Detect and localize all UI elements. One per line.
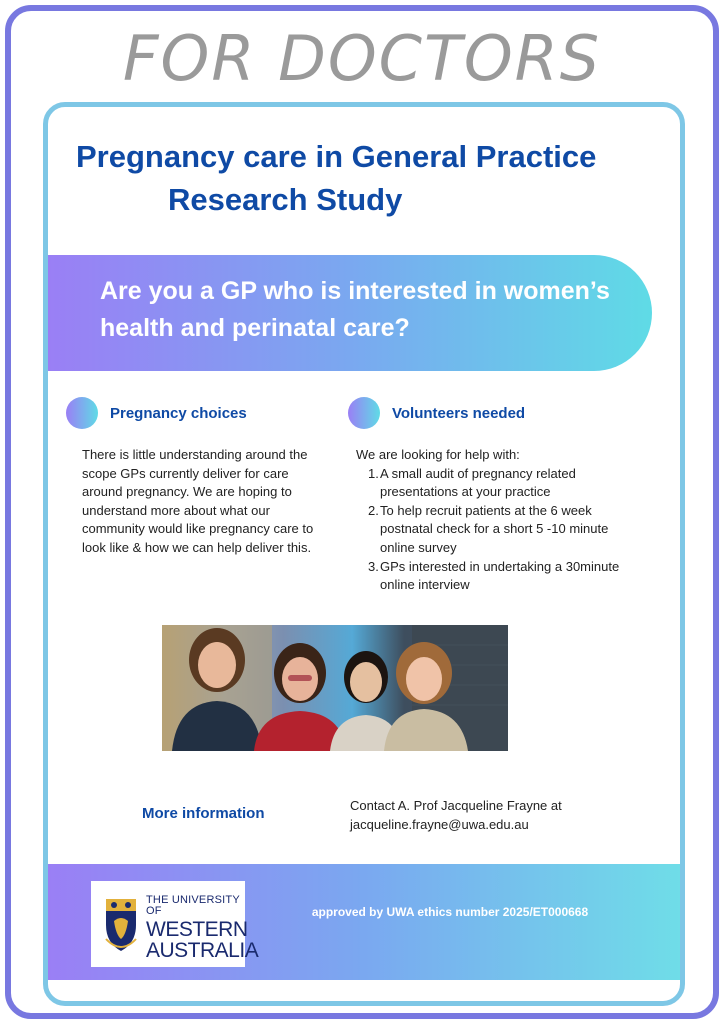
list-item: 1. A small audit of pregnancy related presentations at your practice xyxy=(368,465,576,500)
ethics-approval-text: approved by UWA ethics number 2025/ET000668 xyxy=(311,905,589,919)
gradient-bullet-icon xyxy=(66,397,98,429)
content-card xyxy=(43,102,685,1006)
page-title: FOR DOCTORS xyxy=(122,22,602,95)
pregnancy-choices-body: There is little understanding around the scope GPs currently deliver for care around pregnancy. We are hoping to understand more about what our community would like pregnancy care to look like & how we can help deliver this. xyxy=(82,447,314,555)
question-banner xyxy=(48,255,652,371)
uwa-logo xyxy=(91,881,259,967)
more-information-label: More information xyxy=(142,805,265,822)
study-title-line2: Research Study xyxy=(168,182,403,217)
list-item: 2. To help recruit patients at the 6 week postnatal check for a short 5 -10 minute online survey xyxy=(368,502,609,555)
footer-band xyxy=(48,864,680,980)
volunteers-heading xyxy=(348,397,525,429)
list-item: 3. GPs interested in undertaking a 30minute online interview xyxy=(368,558,620,593)
volunteers-body xyxy=(356,446,646,595)
pregnancy-choices-label: Pregnancy choices xyxy=(110,404,247,422)
volunteers-intro: We are looking for help with: xyxy=(356,447,520,462)
uwa-wordmark: THE UNIVERSITY OF WESTERN AUSTRALIA xyxy=(146,894,259,962)
gradient-bullet-icon xyxy=(348,397,380,429)
team-photo-illustration xyxy=(162,625,508,751)
volunteers-label: Volunteers needed xyxy=(392,404,526,422)
pregnancy-choices-heading xyxy=(66,397,247,429)
study-title-line1: Pregnancy care in General Practice xyxy=(76,139,597,174)
team-photo xyxy=(162,625,508,751)
banner-question: Are you a GP who is interested in women’s health and perinatal care? xyxy=(100,277,610,342)
volunteers-list xyxy=(356,465,646,595)
uwa-crest-icon xyxy=(104,895,138,953)
contact-text: Contact A. Prof Jacqueline Frayne at jacqueline.frayne@uwa.edu.au xyxy=(350,798,562,832)
study-title xyxy=(48,135,680,221)
